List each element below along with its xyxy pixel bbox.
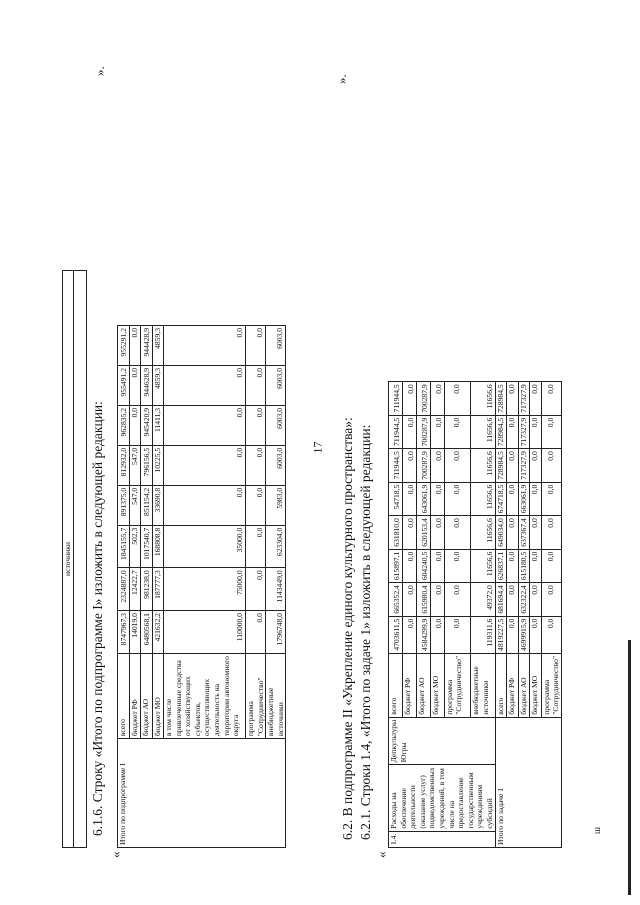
value-cell: 4859,3 [152,366,164,406]
value-cell: 0,0 [541,382,561,415]
subprogram-total-table [117,325,286,848]
value-cell: 728984,5 [495,449,507,482]
value-cell: 711944,5 [389,382,403,415]
value-cell: 711944,5 [389,449,403,482]
value-cell: 615180,5 [518,549,530,582]
value-cell: 0,0 [507,382,519,415]
value-cell: 0,0 [541,482,561,515]
opening-quote-1: « [108,851,123,858]
value-cell: 1845155,7 [118,525,130,568]
row-label: бюджет МО [530,653,542,717]
value-cell: 6003,0 [266,445,286,485]
activity-name: Расходы на обеспечение деятельности (оказание услуг) подведомственных учреждений, в том числе на предоставление государственным учреждениям субсидий [389,765,496,831]
value-cell: 0,0 [402,382,416,415]
value-cell: 6003,0 [266,366,286,406]
value-cell: 626837,1 [495,549,507,582]
previous-table-blank-row [74,271,87,848]
value-cell: 0,0 [530,549,542,582]
value-cell: 502,3 [129,525,141,568]
value-cell: 0,0 [507,583,519,616]
value-cell: 615897,1 [389,549,403,582]
value-cell: 35000,0 [164,525,246,568]
value-cell: 728984,5 [495,382,507,415]
value-cell: 0,0 [444,482,471,515]
row-label: бюджет РФ [402,653,416,717]
value-cell: 0,0 [530,583,542,616]
value-cell: 0,0 [402,449,416,482]
value-cell: 0,0 [402,482,416,515]
previous-table-header: источники [63,271,74,848]
heading-6-1-6: 6.1.6. Строку «Итого по подпрограмме I» изложить в следующей редакции: [90,401,105,836]
total-row [495,382,507,848]
value-cell: 5983,0 [266,485,286,525]
value-cell: 944628,9 [141,366,153,406]
value-cell: 11656,6 [471,516,495,549]
value-cell: 1796748,0 [266,611,286,654]
value-cell: 0,0 [246,405,266,445]
value-cell: 0,0 [246,568,266,611]
row-label: внебюджетные источники [471,653,495,717]
value-cell: 0,0 [129,326,141,366]
value-cell: 0,0 [444,382,471,415]
value-cell: 4584299,9 [416,616,430,653]
value-cell: 981238,0 [141,568,153,611]
value-cell: 665352,4 [389,583,403,616]
value-cell: 0,0 [430,382,444,415]
value-cell: 0,0 [444,449,471,482]
value-cell: 119311,6 [471,616,495,653]
page-number: 17 [310,441,325,454]
value-cell: 75000,0 [164,568,246,611]
row-label: всего [389,653,403,717]
value-cell: 0,0 [541,516,561,549]
previous-table-fragment [62,270,87,848]
value-cell: 674718,5 [495,482,507,515]
heading-6-2: 6.2. В подпрограмме II «Укрепление единого культурного пространства»: [340,417,355,840]
value-cell: 4703611,5 [389,616,403,653]
value-cell: 0,0 [541,583,561,616]
value-cell: 0,0 [444,516,471,549]
value-cell: 0,0 [164,445,246,485]
value-cell: 6003,0 [266,405,286,445]
value-cell: 0,0 [430,583,444,616]
row-title: Итого по подпрограмме I [118,739,286,848]
row-label: бюджет МО [430,653,444,717]
value-cell: 0,0 [530,516,542,549]
value-cell: 711944,5 [389,415,403,448]
table-row [389,382,403,848]
row-label: программа "Сотрудничество" [444,653,471,717]
value-cell: 12422,7 [129,568,141,611]
value-cell: 0,0 [164,405,246,445]
closing-quote-2: ». [334,74,349,84]
value-cell: 0,0 [444,549,471,582]
row-label: внебюджетные источники [266,653,286,738]
row-label: бюджет АО [141,653,153,738]
row-label: программа "Сотрудничество" [541,653,561,717]
value-cell: 0,0 [402,516,416,549]
value-cell: 6480568,1 [141,611,153,654]
value-cell: 0,0 [507,449,519,482]
value-cell: 717327,9 [518,415,530,448]
value-cell: 812932,0 [118,445,130,485]
value-cell: 615980,4 [416,583,430,616]
value-cell: 4819227,5 [495,616,507,653]
value-cell: 0,0 [541,616,561,653]
value-cell: 0,0 [430,616,444,653]
value-cell: 604240,5 [416,549,430,582]
value-cell: 0,0 [541,415,561,448]
value-cell: 10225,5 [152,445,164,485]
value-cell: 700287,9 [416,415,430,448]
value-cell: 632322,4 [518,583,530,616]
value-cell: 623304,0 [266,525,286,568]
value-cell: 0,0 [530,415,542,448]
value-cell: 11656,6 [471,482,495,515]
total-title: Итого по задаче 1 [495,717,561,847]
value-cell: 8747967,3 [118,611,130,654]
value-cell: 631810,0 [389,516,403,549]
value-cell: 681694,4 [495,583,507,616]
value-cell: 0,0 [430,516,444,549]
value-cell: 4859,3 [152,326,164,366]
value-cell: 0,0 [444,415,471,448]
value-cell: 0,0 [246,525,266,568]
value-cell: 1143449,0 [266,568,286,611]
value-cell: 700287,9 [416,449,430,482]
value-cell: 0,0 [246,326,266,366]
value-cell: 0,0 [530,382,542,415]
value-cell: 547,0 [129,445,141,485]
value-cell: 6003,0 [266,326,286,366]
value-cell: 643061,9 [416,482,430,515]
value-cell: 891375,0 [118,485,130,525]
value-cell: 0,0 [164,485,246,525]
value-cell: 0,0 [246,445,266,485]
value-cell: 728984,5 [495,415,507,448]
value-cell: 1017540,7 [141,525,153,568]
row-label: программа "Сотрудничество" [246,653,266,738]
task-1-table [388,381,562,848]
row-number: 1.4. [389,831,496,847]
row-label: бюджет РФ [129,653,141,738]
value-cell: 168808,8 [152,525,164,568]
value-cell: 0,0 [430,449,444,482]
row-label: всего [495,653,507,717]
value-cell: 0,0 [129,405,141,445]
value-cell: 547,0 [129,485,141,525]
value-cell: 0,0 [246,485,266,525]
value-cell: 14019,0 [129,611,141,654]
row-label: бюджет АО [416,653,430,717]
closing-quote-1: ». [92,66,107,76]
value-cell: 620153,4 [416,516,430,549]
value-cell: 54718,5 [389,482,403,515]
value-cell: 0,0 [246,366,266,406]
value-cell: 11656,6 [471,415,495,448]
value-cell: 649034,0 [495,516,507,549]
value-cell: 0,0 [530,616,542,653]
value-cell: 11656,6 [471,382,495,415]
value-cell: 0,0 [402,549,416,582]
footer-mark: ш [592,827,602,834]
value-cell: 663061,9 [518,482,530,515]
value-cell: 0,0 [164,366,246,406]
opening-quote-2: « [374,851,389,858]
value-cell: 11656,6 [471,449,495,482]
value-cell: 955291,2 [118,326,130,366]
value-cell: 0,0 [507,549,519,582]
value-cell: 11656,6 [471,549,495,582]
value-cell: 0,0 [541,449,561,482]
executor: Депкультуры Югры [389,717,496,765]
table-row [118,326,130,848]
row-label: всего [118,653,130,738]
value-cell: 717327,9 [518,449,530,482]
value-cell: 851154,2 [141,485,153,525]
heading-6-2-1: 6.2.1. Строки 1.4, «Итого по задаче 1» изложить в следующей редакции: [358,424,373,840]
value-cell: 0,0 [530,449,542,482]
value-cell: 637367,4 [518,516,530,549]
value-cell: 0,0 [402,616,416,653]
row-label: бюджет РФ [507,653,519,717]
value-cell: 0,0 [541,549,561,582]
value-cell: 0,0 [430,549,444,582]
value-cell: 945420,9 [141,405,153,445]
scan-edge-mark [628,640,631,895]
value-cell: 33690,8 [152,485,164,525]
value-cell: 717327,9 [518,382,530,415]
value-cell: 0,0 [507,415,519,448]
value-cell: 0,0 [430,415,444,448]
value-cell: 0,0 [507,516,519,549]
value-cell: 0,0 [129,366,141,406]
value-cell: 944428,9 [141,326,153,366]
value-cell: 0,0 [444,583,471,616]
value-cell: 187777,3 [152,568,164,611]
value-cell: 0,0 [430,482,444,515]
value-cell: 0,0 [402,415,416,448]
value-cell: 0,0 [444,616,471,653]
value-cell: 11411,3 [152,405,164,445]
value-cell: 421632,2 [152,611,164,654]
value-cell: 0,0 [530,482,542,515]
value-cell: 2324887,0 [118,568,130,611]
value-cell: 0,0 [164,326,246,366]
value-cell: 4699915,9 [518,616,530,653]
row-label: бюджет АО [518,653,530,717]
row-label: бюджет МО [152,653,164,738]
value-cell: 0,0 [507,482,519,515]
value-cell: 49372,0 [471,583,495,616]
value-cell: 796156,5 [141,445,153,485]
value-cell: 962835,2 [118,405,130,445]
value-cell: 955491,2 [118,366,130,406]
value-cell: 0,0 [507,616,519,653]
value-cell: 0,0 [402,583,416,616]
value-cell: 0,0 [246,611,266,654]
value-cell: 110000,0 [164,611,246,654]
row-label: в том числе привлеченные средства от хозяйствующих субъектов, осуществляющих деятельность на территории автономного округа [164,653,246,738]
value-cell: 700287,9 [416,382,430,415]
